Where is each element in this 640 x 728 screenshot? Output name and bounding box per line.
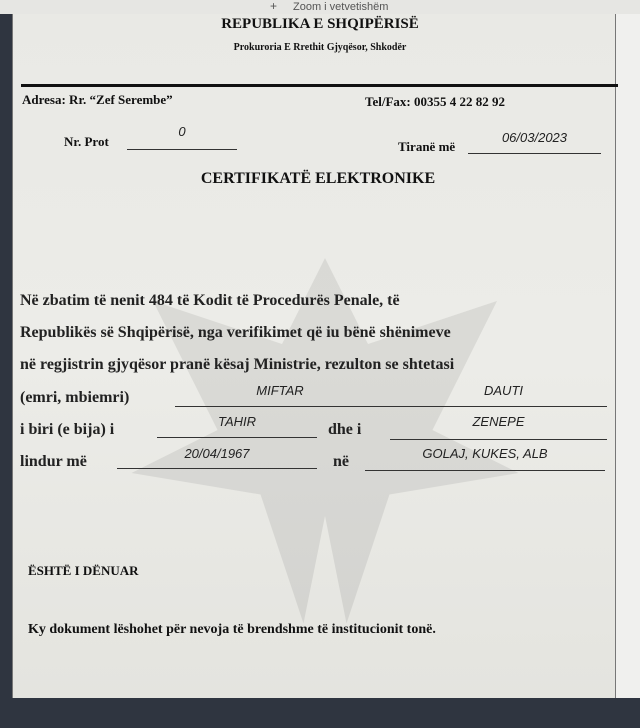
- birth-date: 20/04/1967: [184, 446, 250, 461]
- body-line-1: Në zbatim të nenit 484 të Kodit të Procedurës Penale, të: [20, 292, 400, 309]
- zoom-in-button[interactable]: +: [270, 0, 278, 13]
- taskbar: [0, 698, 640, 728]
- address: Adresa: Rr. “Zef Serembe”: [22, 92, 173, 107]
- footer-note: Ky dokument lëshohet për nevoja të brendshme të institucionit tonë.: [28, 622, 436, 637]
- name-label: (emri, mbiemri): [20, 389, 130, 406]
- prot-label: Nr. Prot: [64, 134, 109, 149]
- eagle-watermark-icon: [110, 190, 540, 670]
- status: ËSHTË I DËNUAR: [28, 563, 139, 578]
- last-name: DAUTI: [484, 383, 523, 398]
- and-label: dhe i: [328, 421, 362, 438]
- in-label: në: [333, 453, 349, 470]
- body-line-3: në regjistrin gjyqësor pranë kësaj Ministrie, rezulton se shtetasi: [20, 356, 455, 373]
- father-name: TAHIR: [217, 414, 257, 429]
- scrollbar[interactable]: [614, 12, 640, 698]
- prot-value: 0: [178, 124, 186, 139]
- mother-name: ZENEPE: [472, 414, 525, 429]
- header-subtitle: Prokuroria E Rrethit Gjyqësor, Shkodër: [233, 42, 407, 53]
- born-label: lindur më: [20, 453, 87, 470]
- zoom-select[interactable]: Zoom i vetvetishëm: [293, 1, 389, 13]
- tel-fax: Tel/Fax: 00355 4 22 82 92: [365, 94, 505, 109]
- header-title: REPUBLIKA E SHQIPËRISË: [221, 16, 419, 32]
- header-divider: [21, 84, 618, 87]
- child-label: i biri (e bija) i: [20, 421, 115, 438]
- document-title: CERTIFIKATË ELEKTRONIKE: [200, 170, 436, 187]
- date-value: 06/03/2023: [501, 130, 568, 145]
- first-name: MIFTAR: [256, 383, 304, 398]
- body-line-2: Republikës së Shqipërisë, nga verifikimet që iu bënë shënimeve: [20, 324, 451, 341]
- date-label: Tiranë më: [398, 139, 456, 154]
- viewer-toolbar: [0, 0, 640, 14]
- birth-place: GOLAJ, KUKES, ALB: [422, 446, 548, 461]
